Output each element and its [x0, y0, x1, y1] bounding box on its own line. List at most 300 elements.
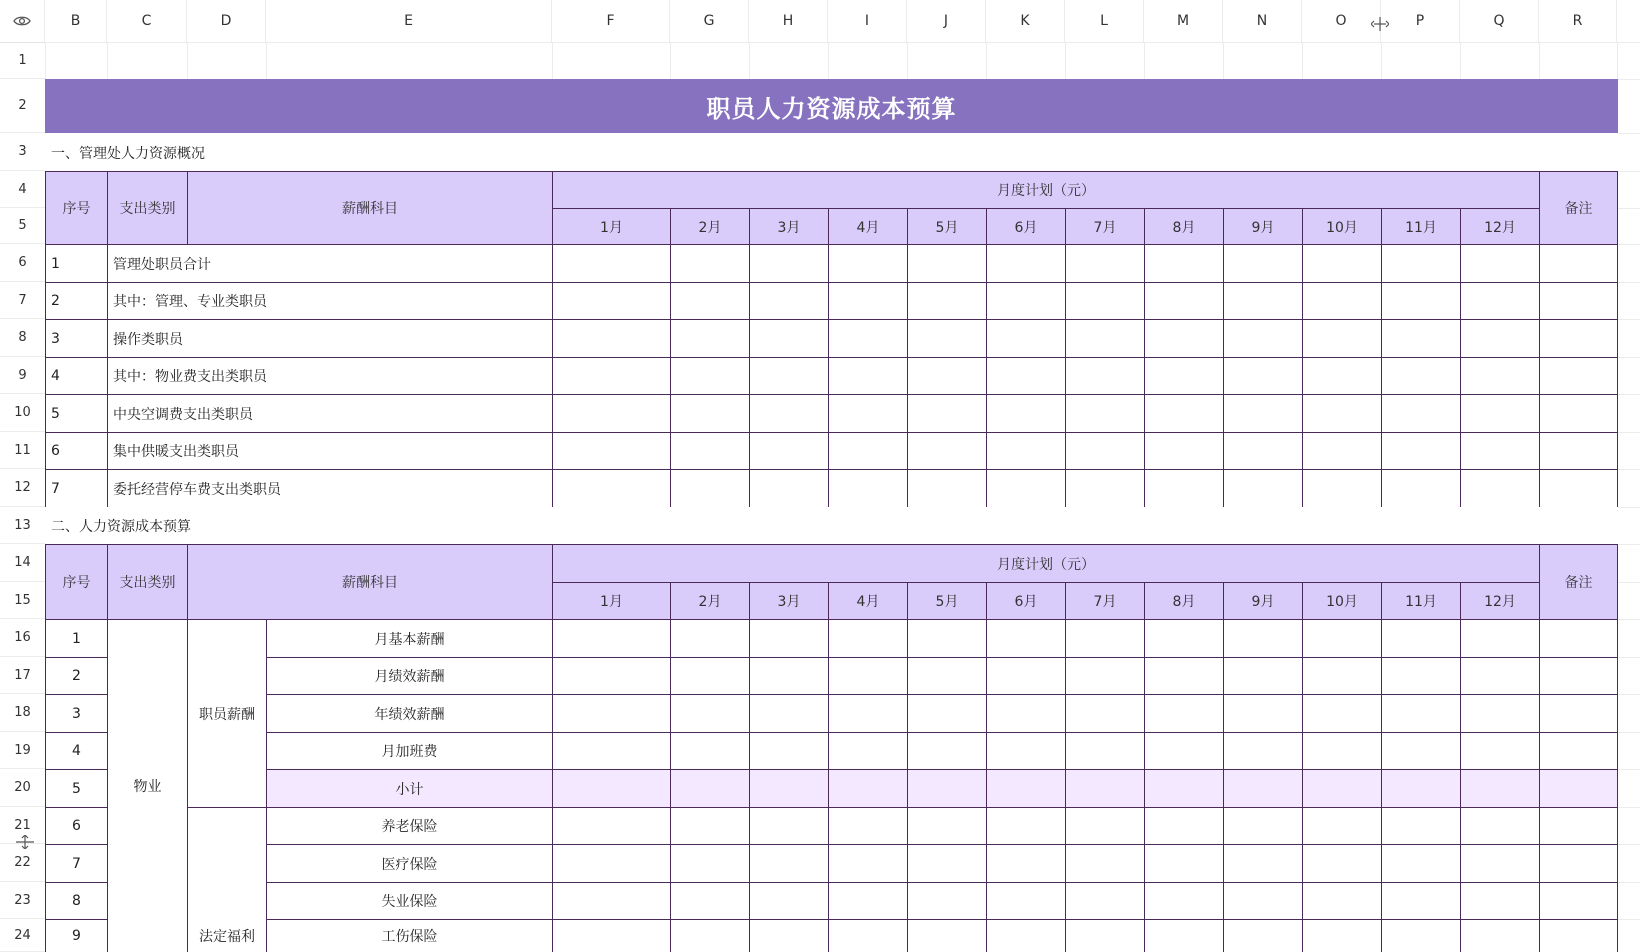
- input-cell[interactable]: [1302, 732, 1382, 770]
- input-cell[interactable]: [986, 357, 1066, 395]
- grid-hline: [45, 42, 1640, 43]
- column-header-C[interactable]: C: [107, 0, 187, 42]
- input-cell[interactable]: [1381, 732, 1461, 770]
- column-header-R[interactable]: R: [1539, 0, 1617, 42]
- row-header-6[interactable]: 6: [0, 244, 45, 282]
- row-header-24[interactable]: 24: [0, 919, 45, 952]
- input-cell[interactable]: [1144, 844, 1224, 883]
- input-cell[interactable]: [907, 244, 987, 283]
- column-header-F[interactable]: F: [552, 0, 670, 42]
- input-cell[interactable]: [749, 844, 829, 883]
- input-cell[interactable]: [1065, 619, 1145, 658]
- input-cell[interactable]: [986, 844, 1066, 883]
- input-cell[interactable]: [670, 619, 750, 658]
- input-cell[interactable]: [907, 619, 987, 658]
- input-cell[interactable]: [986, 319, 1066, 358]
- input-cell[interactable]: [670, 732, 750, 770]
- input-cell[interactable]: [1065, 807, 1145, 845]
- seq-cell: 1: [45, 244, 108, 283]
- row-header-13[interactable]: 13: [0, 507, 45, 544]
- input-cell[interactable]: [986, 619, 1066, 658]
- input-cell[interactable]: [552, 882, 671, 920]
- input-cell[interactable]: [907, 807, 987, 845]
- header-month: 5月: [907, 582, 987, 620]
- input-cell[interactable]: [670, 844, 750, 883]
- input-cell[interactable]: [1223, 357, 1303, 395]
- input-cell[interactable]: [1223, 807, 1303, 845]
- input-cell[interactable]: [907, 282, 987, 320]
- input-cell[interactable]: [828, 619, 908, 658]
- input-cell[interactable]: [1223, 919, 1303, 952]
- input-cell[interactable]: [670, 244, 750, 283]
- input-cell[interactable]: [749, 732, 829, 770]
- seq-cell: 2: [45, 657, 108, 695]
- input-cell[interactable]: [986, 244, 1066, 283]
- input-cell[interactable]: [1302, 807, 1382, 845]
- input-cell[interactable]: [986, 282, 1066, 320]
- subtotal-cell[interactable]: [1223, 769, 1303, 808]
- row-header-3[interactable]: 3: [0, 133, 45, 171]
- subtotal-cell[interactable]: [828, 769, 908, 808]
- input-cell[interactable]: [907, 319, 987, 358]
- column-header-L[interactable]: L: [1065, 0, 1144, 42]
- input-cell[interactable]: [552, 657, 671, 695]
- input-cell[interactable]: [1144, 882, 1224, 920]
- input-cell[interactable]: [1539, 282, 1618, 320]
- input-cell[interactable]: [1460, 432, 1540, 470]
- column-header-Q[interactable]: Q: [1460, 0, 1539, 42]
- subtotal-label: 小计: [266, 769, 553, 808]
- input-cell[interactable]: [828, 244, 908, 283]
- subtotal-cell[interactable]: [1460, 769, 1540, 808]
- row-header-23[interactable]: 23: [0, 882, 45, 919]
- input-cell[interactable]: [1539, 694, 1618, 733]
- header-month: 3月: [749, 208, 829, 245]
- input-cell[interactable]: [1381, 882, 1461, 920]
- input-cell[interactable]: [828, 919, 908, 952]
- input-cell[interactable]: [1065, 469, 1145, 508]
- row-header-14[interactable]: 14: [0, 544, 45, 582]
- input-cell[interactable]: [749, 394, 829, 433]
- subtotal-cell[interactable]: [749, 769, 829, 808]
- input-cell[interactable]: [907, 657, 987, 695]
- input-cell[interactable]: [1302, 882, 1382, 920]
- input-cell[interactable]: [1539, 732, 1618, 770]
- row-header-16[interactable]: 16: [0, 619, 45, 657]
- input-cell[interactable]: [907, 919, 987, 952]
- input-cell[interactable]: [552, 694, 671, 733]
- input-cell[interactable]: [552, 282, 671, 320]
- input-cell[interactable]: [552, 919, 671, 952]
- input-cell[interactable]: [1302, 282, 1382, 320]
- input-cell[interactable]: [1381, 469, 1461, 508]
- row-header-8[interactable]: 8: [0, 319, 45, 357]
- input-cell[interactable]: [986, 807, 1066, 845]
- input-cell[interactable]: [1065, 244, 1145, 283]
- input-cell[interactable]: [907, 732, 987, 770]
- row-header-11[interactable]: 11: [0, 432, 45, 469]
- input-cell[interactable]: [1223, 319, 1303, 358]
- input-cell[interactable]: [986, 694, 1066, 733]
- input-cell[interactable]: [1460, 282, 1540, 320]
- input-cell[interactable]: [1381, 657, 1461, 695]
- input-cell[interactable]: [1539, 432, 1618, 470]
- input-cell[interactable]: [552, 244, 671, 283]
- column-header-I[interactable]: I: [828, 0, 907, 42]
- input-cell[interactable]: [1539, 844, 1618, 883]
- input-cell[interactable]: [1144, 282, 1224, 320]
- input-cell[interactable]: [1144, 394, 1224, 433]
- header-month: 8月: [1144, 582, 1224, 620]
- column-header-P[interactable]: P: [1381, 0, 1460, 42]
- input-cell[interactable]: [1302, 357, 1382, 395]
- seq-cell: 7: [45, 469, 108, 508]
- section-title-1: 一、管理处人力资源概况: [45, 133, 1618, 172]
- input-cell[interactable]: [749, 432, 829, 470]
- row-header-2[interactable]: 2: [0, 79, 45, 133]
- input-cell[interactable]: [1144, 244, 1224, 283]
- input-cell[interactable]: [1144, 732, 1224, 770]
- row-header-19[interactable]: 19: [0, 732, 45, 769]
- subtotal-cell[interactable]: [1144, 769, 1224, 808]
- input-cell[interactable]: [1065, 657, 1145, 695]
- input-cell[interactable]: [1223, 394, 1303, 433]
- input-cell[interactable]: [986, 919, 1066, 952]
- input-cell[interactable]: [1381, 432, 1461, 470]
- input-cell[interactable]: [552, 732, 671, 770]
- header-remark: 备注: [1539, 544, 1618, 620]
- column-header-O[interactable]: O: [1302, 0, 1381, 42]
- input-cell[interactable]: [1381, 394, 1461, 433]
- input-cell[interactable]: [1144, 807, 1224, 845]
- input-cell[interactable]: [670, 469, 750, 508]
- input-cell[interactable]: [907, 469, 987, 508]
- input-cell[interactable]: [1539, 394, 1618, 433]
- subtotal-cell[interactable]: [907, 769, 987, 808]
- input-cell[interactable]: [1223, 882, 1303, 920]
- input-cell[interactable]: [1223, 432, 1303, 470]
- input-cell[interactable]: [1460, 469, 1540, 508]
- input-cell[interactable]: [907, 844, 987, 883]
- input-cell[interactable]: [1144, 432, 1224, 470]
- seq-cell: 5: [45, 394, 108, 433]
- input-cell[interactable]: [1381, 282, 1461, 320]
- header-month: 1月: [552, 208, 671, 245]
- column-header-M[interactable]: M: [1144, 0, 1223, 42]
- input-cell[interactable]: [1302, 319, 1382, 358]
- seq-cell: 3: [45, 694, 108, 733]
- input-cell[interactable]: [1460, 694, 1540, 733]
- column-header-K[interactable]: K: [986, 0, 1065, 42]
- input-cell[interactable]: [670, 432, 750, 470]
- input-cell[interactable]: [1539, 657, 1618, 695]
- input-cell[interactable]: [670, 882, 750, 920]
- input-cell[interactable]: [1223, 619, 1303, 658]
- input-cell[interactable]: [552, 432, 671, 470]
- input-cell[interactable]: [1460, 619, 1540, 658]
- row-header-4[interactable]: 4: [0, 171, 45, 208]
- input-cell[interactable]: [1223, 732, 1303, 770]
- column-header-G[interactable]: G: [670, 0, 749, 42]
- input-cell[interactable]: [1065, 844, 1145, 883]
- input-cell[interactable]: [1539, 469, 1618, 508]
- row-header-10[interactable]: 10: [0, 394, 45, 432]
- column-header-E[interactable]: E: [266, 0, 552, 42]
- input-cell[interactable]: [986, 732, 1066, 770]
- row-header-15[interactable]: 15: [0, 582, 45, 619]
- input-cell[interactable]: [749, 694, 829, 733]
- input-cell[interactable]: [1381, 919, 1461, 952]
- input-cell[interactable]: [907, 394, 987, 433]
- input-cell[interactable]: [986, 394, 1066, 433]
- row-header-18[interactable]: 18: [0, 694, 45, 732]
- page-title: 职员人力资源成本预算: [45, 79, 1618, 134]
- row-header-1[interactable]: 1: [0, 42, 45, 79]
- column-resize-icon[interactable]: [1371, 17, 1389, 31]
- column-header-D[interactable]: D: [187, 0, 266, 42]
- header-month: 6月: [986, 208, 1066, 245]
- input-cell[interactable]: [670, 919, 750, 952]
- input-cell[interactable]: [1302, 919, 1382, 952]
- input-cell[interactable]: [749, 282, 829, 320]
- seq-cell: 4: [45, 732, 108, 770]
- item-cell: 中央空调费支出类职员: [107, 394, 553, 433]
- input-cell[interactable]: [1223, 282, 1303, 320]
- header-month: 11月: [1381, 208, 1461, 245]
- header-month: 9月: [1223, 208, 1303, 245]
- input-cell[interactable]: [1065, 432, 1145, 470]
- input-cell[interactable]: [986, 469, 1066, 508]
- input-cell[interactable]: [670, 319, 750, 358]
- input-cell[interactable]: [1065, 694, 1145, 733]
- input-cell[interactable]: [1539, 319, 1618, 358]
- input-cell[interactable]: [1539, 357, 1618, 395]
- input-cell[interactable]: [1144, 319, 1224, 358]
- input-cell[interactable]: [670, 394, 750, 433]
- input-cell[interactable]: [1065, 919, 1145, 952]
- row-header-9[interactable]: 9: [0, 357, 45, 394]
- input-cell[interactable]: [828, 844, 908, 883]
- input-cell[interactable]: [552, 619, 671, 658]
- input-cell[interactable]: [907, 357, 987, 395]
- subtotal-cell[interactable]: [1381, 769, 1461, 808]
- input-cell[interactable]: [1302, 619, 1382, 658]
- subtotal-cell[interactable]: [670, 769, 750, 808]
- item-cell: 其中：管理、专业类职员: [107, 282, 553, 320]
- header-seq: 序号: [45, 544, 108, 620]
- header-month: 1月: [552, 582, 671, 620]
- input-cell[interactable]: [828, 882, 908, 920]
- input-cell[interactable]: [1539, 807, 1618, 845]
- input-cell[interactable]: [1302, 394, 1382, 433]
- input-cell[interactable]: [828, 394, 908, 433]
- input-cell[interactable]: [1460, 319, 1540, 358]
- column-header-H[interactable]: H: [749, 0, 828, 42]
- input-cell[interactable]: [1539, 619, 1618, 658]
- input-cell[interactable]: [552, 319, 671, 358]
- input-cell[interactable]: [1460, 244, 1540, 283]
- input-cell[interactable]: [1381, 694, 1461, 733]
- item-cell: 月绩效薪酬: [266, 657, 553, 695]
- header-month: 10月: [1302, 208, 1382, 245]
- input-cell[interactable]: [749, 807, 829, 845]
- input-cell[interactable]: [749, 244, 829, 283]
- input-cell[interactable]: [1381, 244, 1461, 283]
- row-header-21[interactable]: 21: [0, 807, 45, 844]
- input-cell[interactable]: [828, 469, 908, 508]
- input-cell[interactable]: [1539, 882, 1618, 920]
- input-cell[interactable]: [670, 807, 750, 845]
- input-cell[interactable]: [1302, 657, 1382, 695]
- input-cell[interactable]: [749, 619, 829, 658]
- input-cell[interactable]: [552, 357, 671, 395]
- item-cell: 月加班费: [266, 732, 553, 770]
- input-cell[interactable]: [749, 319, 829, 358]
- input-cell[interactable]: [1065, 282, 1145, 320]
- input-cell[interactable]: [1065, 357, 1145, 395]
- input-cell[interactable]: [670, 694, 750, 733]
- input-cell[interactable]: [828, 732, 908, 770]
- item-cell: 年绩效薪酬: [266, 694, 553, 733]
- header-month: 10月: [1302, 582, 1382, 620]
- header-seq: 序号: [45, 171, 108, 245]
- input-cell[interactable]: [1460, 807, 1540, 845]
- input-cell[interactable]: [828, 319, 908, 358]
- header-remark: 备注: [1539, 171, 1618, 245]
- input-cell[interactable]: [670, 657, 750, 695]
- item-cell: 工伤保险: [266, 919, 553, 952]
- column-header-J[interactable]: J: [907, 0, 986, 42]
- input-cell[interactable]: [986, 882, 1066, 920]
- input-cell[interactable]: [1223, 844, 1303, 883]
- header-month: 8月: [1144, 208, 1224, 245]
- input-cell[interactable]: [907, 882, 987, 920]
- input-cell[interactable]: [1302, 469, 1382, 508]
- input-cell[interactable]: [1144, 469, 1224, 508]
- input-cell[interactable]: [828, 357, 908, 395]
- row-resize-icon[interactable]: [16, 835, 34, 849]
- row-header-17[interactable]: 17: [0, 657, 45, 694]
- input-cell[interactable]: [670, 357, 750, 395]
- input-cell[interactable]: [828, 657, 908, 695]
- input-cell[interactable]: [828, 694, 908, 733]
- input-cell[interactable]: [749, 357, 829, 395]
- input-cell[interactable]: [552, 807, 671, 845]
- input-cell[interactable]: [1460, 657, 1540, 695]
- input-cell[interactable]: [1460, 357, 1540, 395]
- input-cell[interactable]: [828, 282, 908, 320]
- row-header-5[interactable]: 5: [0, 208, 45, 244]
- header-month: 11月: [1381, 582, 1461, 620]
- input-cell[interactable]: [986, 657, 1066, 695]
- seq-cell: 1: [45, 619, 108, 658]
- input-cell[interactable]: [552, 844, 671, 883]
- row-header-12[interactable]: 12: [0, 469, 45, 507]
- input-cell[interactable]: [1065, 319, 1145, 358]
- input-cell[interactable]: [670, 282, 750, 320]
- input-cell[interactable]: [749, 919, 829, 952]
- input-cell[interactable]: [1302, 244, 1382, 283]
- input-cell[interactable]: [749, 882, 829, 920]
- subtotal-cell[interactable]: [1065, 769, 1145, 808]
- header-category: 支出类别: [107, 544, 188, 620]
- input-cell[interactable]: [1144, 919, 1224, 952]
- subtotal-cell[interactable]: [1539, 769, 1618, 808]
- input-cell[interactable]: [1539, 919, 1618, 952]
- input-cell[interactable]: [1144, 619, 1224, 658]
- seq-cell: 5: [45, 769, 108, 808]
- input-cell[interactable]: [1144, 657, 1224, 695]
- input-cell[interactable]: [749, 469, 829, 508]
- input-cell[interactable]: [1065, 394, 1145, 433]
- select-all-corner[interactable]: [0, 0, 45, 42]
- input-cell[interactable]: [1302, 694, 1382, 733]
- input-cell[interactable]: [552, 469, 671, 508]
- input-cell[interactable]: [1381, 807, 1461, 845]
- item-cell: 管理处职员合计: [107, 244, 553, 283]
- subtotal-cell[interactable]: [1302, 769, 1382, 808]
- column-header-N[interactable]: N: [1223, 0, 1302, 42]
- seq-cell: 6: [45, 807, 108, 845]
- group-cell: 职员薪酬: [187, 619, 267, 808]
- input-cell[interactable]: [1381, 844, 1461, 883]
- category-cell: 物业: [107, 619, 188, 952]
- input-cell[interactable]: [1460, 394, 1540, 433]
- input-cell[interactable]: [1381, 319, 1461, 358]
- input-cell[interactable]: [552, 394, 671, 433]
- input-cell[interactable]: [1065, 882, 1145, 920]
- input-cell[interactable]: [907, 694, 987, 733]
- input-cell[interactable]: [1460, 732, 1540, 770]
- subtotal-cell[interactable]: [986, 769, 1066, 808]
- input-cell[interactable]: [749, 657, 829, 695]
- input-cell[interactable]: [1302, 432, 1382, 470]
- input-cell[interactable]: [1381, 619, 1461, 658]
- header-month: 7月: [1065, 582, 1145, 620]
- input-cell[interactable]: [1223, 694, 1303, 733]
- input-cell[interactable]: [1223, 469, 1303, 508]
- input-cell[interactable]: [907, 432, 987, 470]
- row-header-22[interactable]: 22: [0, 844, 45, 882]
- input-cell[interactable]: [1223, 244, 1303, 283]
- input-cell[interactable]: [1144, 357, 1224, 395]
- item-cell: 养老保险: [266, 807, 553, 845]
- input-cell[interactable]: [1065, 732, 1145, 770]
- input-cell[interactable]: [1460, 919, 1540, 952]
- header-category: 支出类别: [107, 171, 188, 245]
- item-cell: 集中供暖支出类职员: [107, 432, 553, 470]
- input-cell[interactable]: [1539, 244, 1618, 283]
- input-cell[interactable]: [1223, 657, 1303, 695]
- header-month: 6月: [986, 582, 1066, 620]
- input-cell[interactable]: [1460, 844, 1540, 883]
- header-month: 12月: [1460, 208, 1540, 245]
- input-cell[interactable]: [1460, 882, 1540, 920]
- input-cell[interactable]: [828, 432, 908, 470]
- seq-cell: 4: [45, 357, 108, 395]
- column-header-B[interactable]: B: [45, 0, 107, 42]
- input-cell[interactable]: [1381, 357, 1461, 395]
- input-cell[interactable]: [1144, 694, 1224, 733]
- item-cell: 月基本薪酬: [266, 619, 553, 658]
- row-header-7[interactable]: 7: [0, 282, 45, 319]
- input-cell[interactable]: [828, 807, 908, 845]
- input-cell[interactable]: [1302, 844, 1382, 883]
- subtotal-cell[interactable]: [552, 769, 671, 808]
- row-header-20[interactable]: 20: [0, 769, 45, 807]
- input-cell[interactable]: [986, 432, 1066, 470]
- eye-icon[interactable]: [13, 15, 31, 27]
